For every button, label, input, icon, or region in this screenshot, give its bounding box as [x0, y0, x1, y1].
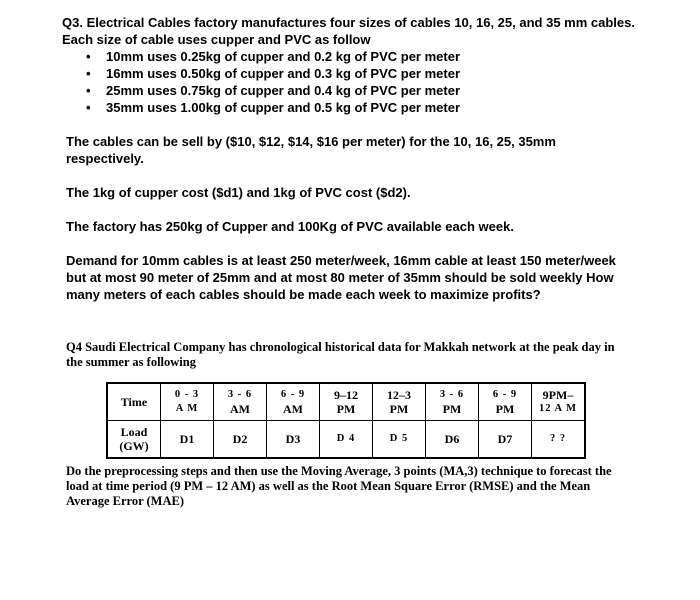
period-line1: 12–3	[387, 388, 411, 402]
usage-35mm: 35mm uses 1.00kg of cupper and 0.5 kg of PVC per meter	[106, 100, 461, 115]
load-header	[107, 421, 161, 459]
question-3	[62, 14, 636, 303]
cost-paragraph: The 1kg of cupper cost ($d1) and 1kg of PVC cost ($d2).	[66, 185, 411, 200]
period-cell	[426, 383, 479, 421]
load-cell: D1	[161, 421, 214, 459]
table-row-time	[107, 383, 585, 421]
period-line1: 9–12	[334, 388, 358, 402]
period-line1: 3 - 6	[439, 389, 465, 400]
usage-10mm: 10mm uses 0.25kg of cupper and 0.2 kg of PVC per meter	[106, 49, 461, 64]
period-line1: 9PM–	[542, 388, 574, 402]
bullet-icon: •	[86, 83, 91, 98]
load-cell: D2	[214, 421, 267, 459]
load-label: Load	[120, 425, 148, 439]
table-row-load	[107, 421, 585, 459]
q4-intro: Q4 Saudi Electrical Company has chronological historical data for Makkah network at the peak day in the summer as following	[66, 340, 615, 369]
list-item	[66, 65, 636, 82]
load-cell: D 5	[373, 421, 426, 459]
usage-16mm: 16mm uses 0.50kg of cupper and 0.3 kg of PVC per meter	[106, 66, 461, 81]
period-cell	[532, 383, 586, 421]
period-cell	[479, 383, 532, 421]
period-cell	[214, 383, 267, 421]
q3-title: Q3. Electrical Cables factory manufactures four sizes of cables 10, 16, 25, and 35 mm cables. Each size of cable uses cupper and PVC as follow	[62, 15, 635, 47]
bullet-icon: •	[86, 66, 91, 81]
load-cell: D6	[426, 421, 479, 459]
bullet-icon: •	[86, 49, 91, 64]
load-table	[106, 382, 586, 459]
period-line2: PM	[336, 402, 356, 416]
period-line2: A M	[175, 403, 199, 414]
list-item	[66, 99, 636, 116]
period-line2: 12 A M	[538, 403, 578, 414]
period-line2: AM	[283, 402, 303, 416]
period-line1: 6 - 9	[492, 389, 518, 400]
period-line2: AM	[230, 402, 250, 416]
period-line2: PM	[442, 402, 462, 416]
demand-paragraph: Demand for 10mm cables is at least 250 meter/week, 16mm cable at least 150 meter/week but at most 90 meter of 25mm and at most 80 meter of 35mm should be sold weekly How many meters of each cables should be made each week to maximize profits?	[66, 253, 616, 302]
period-line1: 3 - 6	[227, 389, 253, 400]
material-usage-list	[66, 48, 636, 116]
list-item	[66, 82, 636, 99]
load-cell: D 4	[320, 421, 373, 459]
period-line2: PM	[389, 402, 409, 416]
period-cell	[161, 383, 214, 421]
load-unit: (GW)	[119, 439, 149, 453]
period-cell	[267, 383, 320, 421]
period-cell	[320, 383, 373, 421]
period-cell	[373, 383, 426, 421]
stock-paragraph: The factory has 250kg of Cupper and 100Kg of PVC available each week.	[66, 219, 514, 234]
period-line2: PM	[495, 402, 515, 416]
bullet-icon: •	[86, 100, 91, 115]
prices-paragraph: The cables can be sell by ($10, $12, $14, $16 per meter) for the 10, 16, 25, 35mm respectively.	[66, 134, 556, 166]
q4-instructions: Do the preprocessing steps and then use the Moving Average, 3 points (MA,3) technique to forecast the load at time period (9 PM – 12 AM) as well as the Root Mean Square Error (RMSE) and the Mean Average Error (MAE)	[66, 464, 612, 508]
load-cell: ? ?	[532, 421, 586, 459]
list-item	[66, 48, 636, 65]
time-header: Time	[107, 383, 161, 421]
load-cell: D7	[479, 421, 532, 459]
usage-25mm: 25mm uses 0.75kg of cupper and 0.4 kg of PVC per meter	[106, 83, 461, 98]
load-cell: D3	[267, 421, 320, 459]
period-line1: 6 - 9	[280, 389, 306, 400]
period-line1: 0 - 3	[174, 389, 200, 400]
